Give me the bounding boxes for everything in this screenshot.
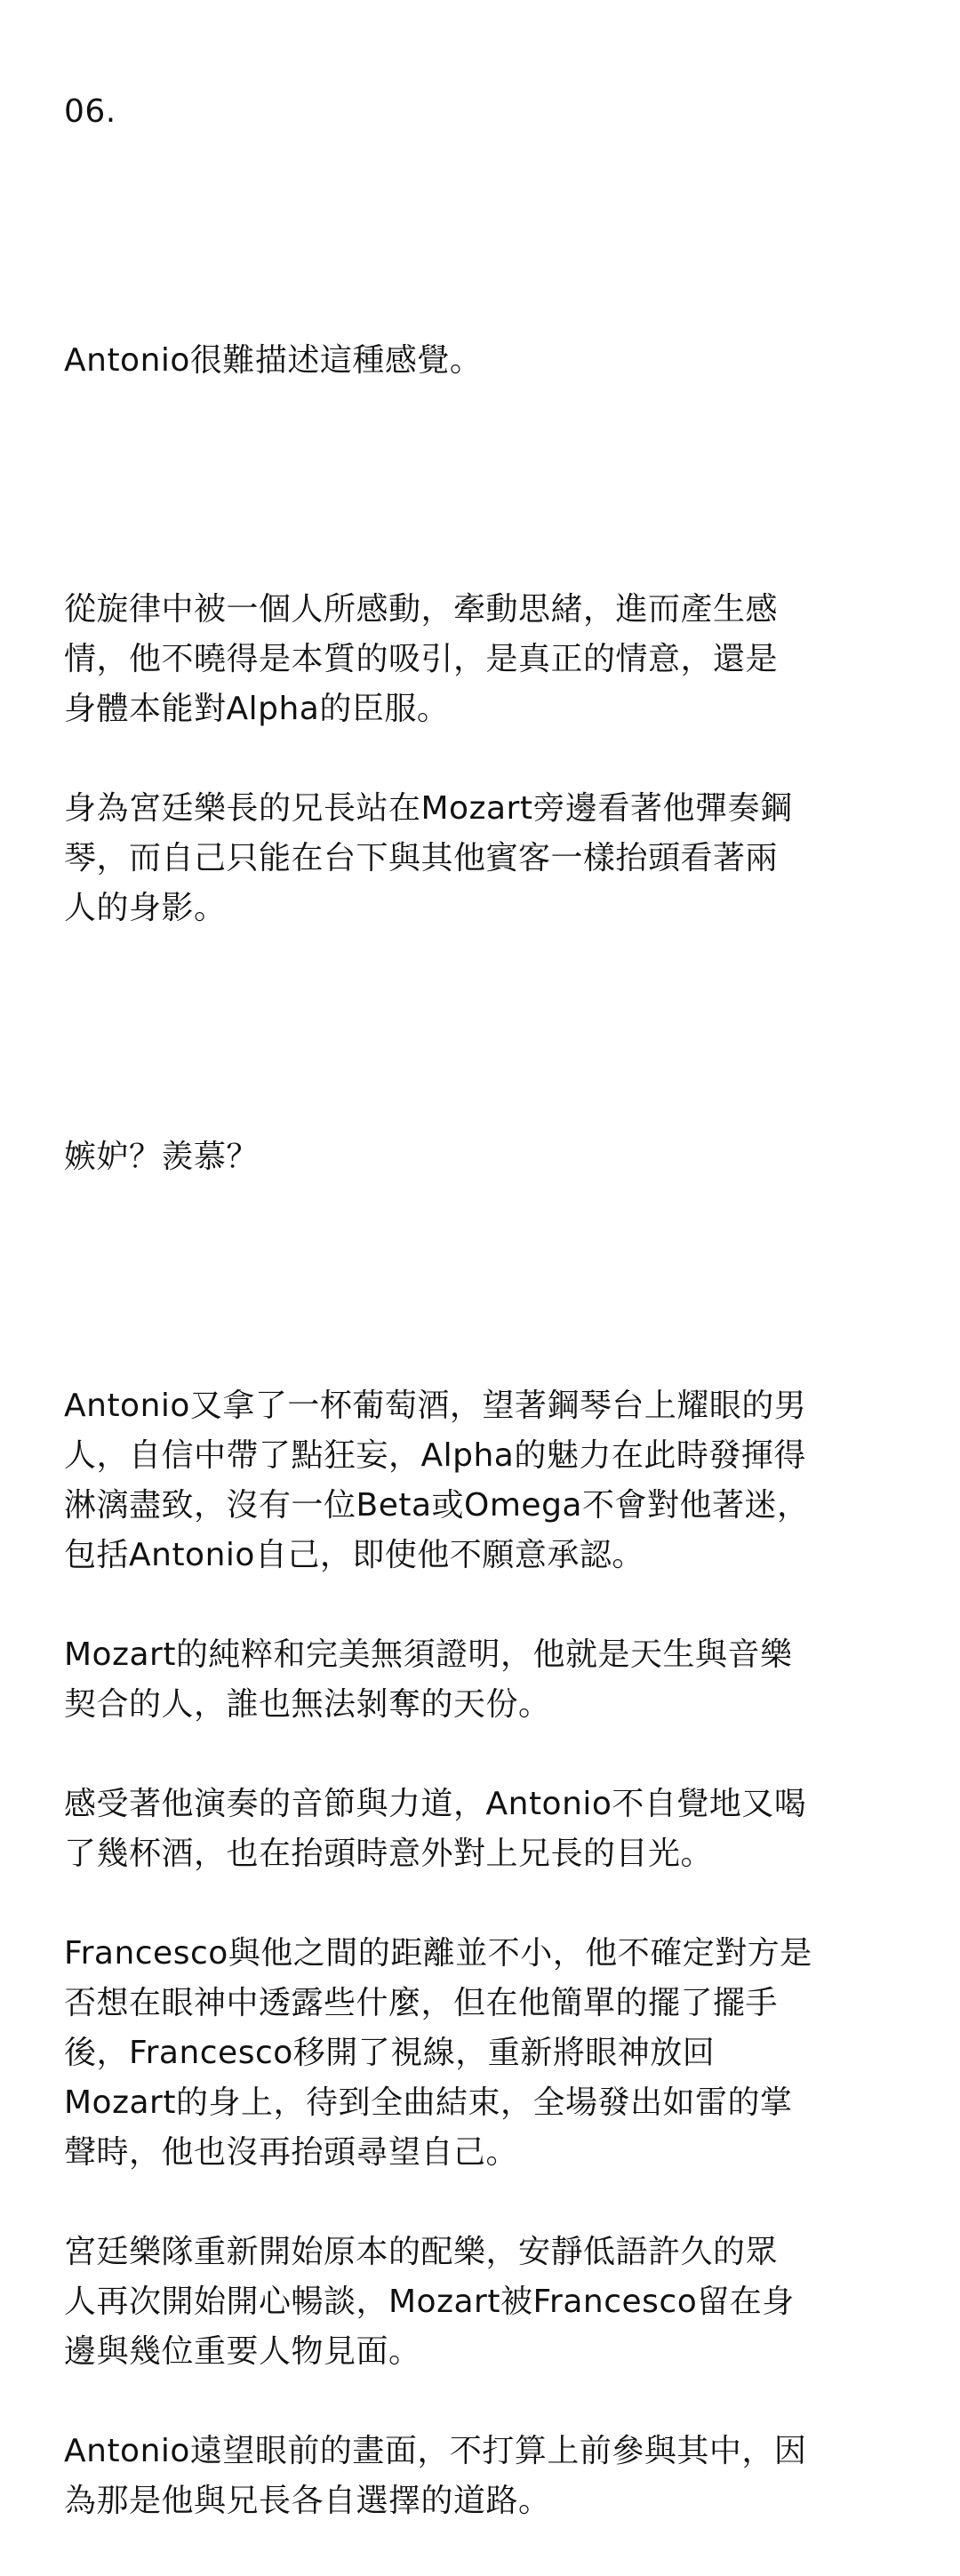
- paragraph: 從旋律中被一個人所感動，牽動思緒，進而產生感 情，他不曉得是本質的吸引，是真正的情意，還是 身體本能對Alpha的臣服。: [64, 591, 779, 727]
- paragraph: 感受著他演奏的音節與力道，Antonio不自覺地又喝 了幾杯酒，也在抬頭時意外對上兄長的目光。: [64, 1786, 807, 1872]
- paragraph-spacer: [64, 187, 917, 236]
- paragraph: Antonio很難描述這種感覺。: [64, 342, 483, 379]
- paragraph: 宮廷樂隊重新開始原本的配樂，安靜低語許久的眾 人再次開始開心暢談，Mozart被Francesco留在身 邊與幾位重要人物見面。: [64, 2234, 795, 2370]
- paragraph-spacer: [64, 983, 917, 1033]
- paragraph: Antonio又拿了一杯葡萄酒，望著鋼琴台上耀眼的男 人，自信中帶了點狂妄，Alpha的魅力在此時發揮得 淋漓盡致，沒有一位Beta或Omega不會對他著迷， 包括Antonio自己，即使他不願意承認。: [64, 1388, 810, 1573]
- chapter-number: 06.: [64, 93, 116, 130]
- paragraph: 身為宮廷樂長的兄長站在Mozart旁邊看著他彈奏鋼 琴，而自己只能在台下與其他賓客一樣抬頭看著兩 人的身影。: [64, 790, 793, 926]
- paragraph: Francesco與他之間的距離並不小，他不確定對方是 否想在眼神中透露些什麼，但在他簡單的擺了擺手 後，Francesco移開了視線，重新將眼神放回 Mozart的身上，待到全曲結束，全場發出如雷的掌 聲時，他也沒再抬頭尋望自己。: [64, 1935, 812, 2171]
- paragraph: 嫉妒？羨慕？: [64, 1139, 260, 1175]
- paragraph: Antonio遠望眼前的畫面，不打算上前參與其中，因 為那是他與兄長各自選擇的道路。: [64, 2433, 807, 2519]
- story-text: [64, 37, 917, 2576]
- paragraph-spacer: [64, 1232, 917, 1282]
- paragraph-spacer: [64, 436, 917, 485]
- paragraph: Mozart的純粹和完美無須證明，他就是天生與音樂 契合的人，誰也無法剝奪的天份。: [64, 1636, 793, 1723]
